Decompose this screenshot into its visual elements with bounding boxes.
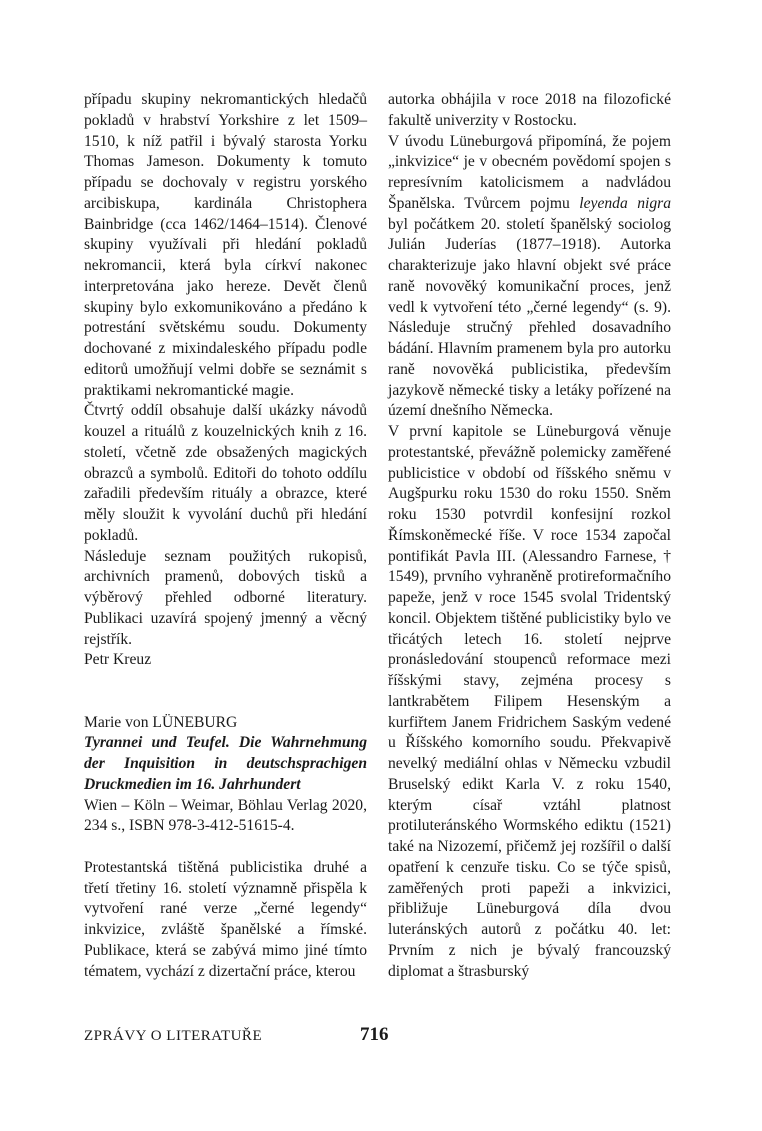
spacer [84,837,367,858]
review-signature: Petr Kreuz [84,651,152,669]
text-run: byl počátkem 20. století španělský sociolog Julián Juderías (1877–1918). Autorka charakterizuje jako hlavní objekt své práce raně novověký komunikační proces, jenž vedl k vytvoření této „černé legendy“ (s. 9). Následuje stručný přehled dosavadního bádání. Hlavním pramenem byla pro autorku raně novověká publicistika, především jazykově německé tisky a letáky pořízené na území dnešního Německa. [388,215,671,420]
review-publication-info: Wien – Köln – Weimar, Böhlau Verlag 2020, 234 s., ISBN 978-3-412-51615-4. [84,796,367,835]
paragraph: Následuje seznam použitých rukopisů, archivních pramenů, dobových tisků a výběrový přehled odborné literatury. Publikaci uzavírá spojený jmenný a věcný rejstřík. [84,547,367,648]
left-column [84,90,367,982]
page-number: 716 [360,1024,389,1045]
paragraph: Protestantská tištěná publicistika druhé a třetí třetiny 16. století významně přispěla k vytvoření rané verze „černé legendy“ inkvizice, zvláště španělské a římské. Publikace, která se zabývá mimo jiné tímto tématem, vychází z dizertační práce, kterou [84,858,367,980]
text-run: V úvodu Lüneburgová připomíná, že pojem „inkvizice“ je v obecném povědomí spojen s represívním katolicismem a nadvládou Španělska. Tvůrcem pojmu [388,132,671,212]
paragraph: Čtvrtý oddíl obsahuje další ukázky návodů kouzel a rituálů z kouzelnických knih z 16. století, včetně zde obsažených magických obrazců a symbolů. Editoři do tohoto oddílu zařadili především rituály a obrazce, které měly sloužit k vyvolání duchů při hledání pokladů. [84,402,367,544]
right-column [388,90,671,982]
spacer [84,692,367,713]
italic-term: leyenda nigra [579,194,671,212]
paragraph: V první kapitole se Lüneburgová věnuje protestantské, převážně polemicky zaměřené publicistice v období od říšského sněmu v Augšpurku roku 1530 do roku 1550. Sněm roku 1530 potvrdil konfesijní rozkol Římskoněmecké říše. V roce 1534 započal pontifikát Pavla III. (Alessandro Farnese, † 1549), prvního vyhraněně protireformačního papeže, jenž v roce 1545 svolal Tridentský koncil. Objektem tištěné publicistiky bylo ve třicátých letech 16. století nejprve pronásledování stoupenců reformace mezi říšskými stavy, zejména procesy s lantkrabětem Filipem Hesenským a kurfiřtem Janem Fridrichem Saským vedené u Říšského komorního soudu. Překvapivě nevelký mediální ohlas v Německu vzbudil Bruselský edikt Karla V. z roku 1540, kterým císař vztáhl platnost protiluteránského Wormského ediktu (1521) také na Nizozemí, přičemž jej rozšířil o další opatření k cenzuře tisku. Co se týče spisů, zaměřených proti papeži a inkvizici, přibližuje Lüneburgová díla dvou luteránských autorů z počátku 40. let: Prvním z nich je bývalý francouzský diplomat a štrasburský [388,423,671,980]
review-book-title: Tyrannei und Teufel. Die Wahrnehmung der Inquisition in deutschsprachigen Druckmedien im 16. Jahrhundert [84,734,367,793]
spacer [84,671,367,692]
paragraph [388,132,671,423]
paragraph: autorka obhájila v roce 2018 na filozofické fakultě univerzity v Rostocku. [388,91,671,129]
review-author: Marie von LÜNEBURG [84,713,238,731]
paragraph: případu skupiny nekromantických hledačů pokladů v hrabství Yorkshire z let 1509–1510, k níž patřil i bývalý starosta Yorku Thomas Jameson. Dokumenty k tomuto případu se dochovaly v registru yorského arcibiskupa, kardinála Christophera Bainbridge (cca 1462/1464–1514). Členové skupiny využívali při hledání pokladů nekromancii, která byla církví nakonec interpretována jako hereze. Devět členů skupiny bylo exkomunikováno a předáno k potrestání světskému soudu. Dokumenty dochované z mixindaleského případu podle editorů umožňují velmi dobře se seznámit s praktikami nekromantické magie. [84,91,367,399]
journal-name: ZPRÁVY O LITERATUŘE [84,1028,263,1044]
